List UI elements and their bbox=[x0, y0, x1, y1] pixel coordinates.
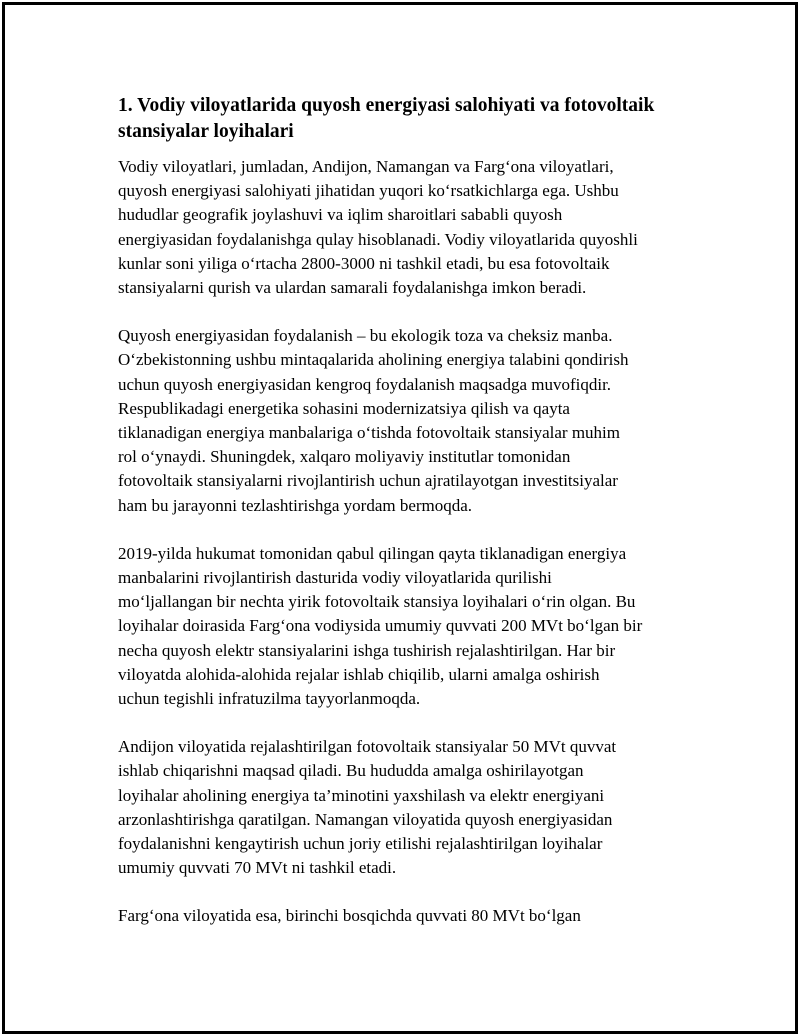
section-heading: 1. Vodiy viloyatlarida quyosh energiyasi salohiyati va fotovoltaik stansiyalar loyihalari bbox=[118, 95, 655, 142]
paragraph-3: 2019-yilda hukumat tomonidan qabul qilingan qayta tiklanadigan energiya manbalarini rivojlantirish dasturida vodiy viloyatlarida qurilishi mo‘ljallangan bir nechta yirik fotovoltaik stansiya loyihalari o‘rin olgan. Bu loyihalar doirasida Farg‘ona vodiysida umumiy quvvati 200 MVt bo‘lgan bir necha quyosh elektr stansiyalarini ishga tushirish rejalashtirilgan. Har bir viloyatda alohida-alohida rejalar ishlab chiqilib, ularni amalga oshirish uchun tegishli infratuzilma tayyorlanmoqda. bbox=[118, 543, 643, 709]
paragraph-1: Vodiy viloyatlari, jumladan, Andijon, Namangan va Farg‘ona viloyatlari, quyosh energiyasi salohiyati jihatidan yuqori ko‘rsatkichlarga ega. Ushbu hududlar geografik joylashuvi va iqlim sharoitlari sababli quyosh energiyasidan foydalanishga qulay hisoblanadi. Vodiy viloyatlarida quyoshli kunlar soni yiliga o‘rtacha 2800-3000 ni tashkil etadi, bu esa fotovoltaik stansiyalarni qurish va ulardan samarali foydalanishga imkon beradi. bbox=[118, 157, 638, 298]
paragraph-4: Andijon viloyatida rejalashtirilgan fotovoltaik stansiyalar 50 MVt quvvat ishlab chiqarishni maqsad qiladi. Bu hududda amalga oshirilayotgan loyihalar aholining energiya ta’minotini yaxshilash va elektr energiyani arzonlashtirishga qaratilgan. Namangan viloyatida quyosh energiyasidan foydalanishni kengaytirish uchun joriy etilishi rejalashtirilgan loyihalar umumiy quvvati 70 MVt ni tashkil etadi. bbox=[118, 737, 617, 878]
paragraph-5: Farg‘ona viloyatida esa, birinchi bosqichda quvvati 80 MVt bo‘lgan bbox=[118, 906, 581, 926]
paragraph-2: Quyosh energiyasidan foydalanish – bu ekologik toza va cheksiz manba. O‘zbekistonning ushbu mintaqalarida aholining energiya talabini qondirish uchun quyosh energiyasidan kengroq foydalanish maqsadga muvofiqdir. Respublikadagi energetika sohasini modernizatsiya qilish va qayta tiklanadigan energiya manbalariga o‘tishda fotovoltaik stansiyalar muhim rol o‘ynaydi. Shuningdek, xalqaro moliyaviy institutlar tomonidan fotovoltaik stansiyalarni rivojlantirish uchun ajratilayotgan investitsiyalar ham bu jarayonni tezlashtirishga yordam bermoqda. bbox=[118, 326, 629, 515]
document-body bbox=[118, 93, 708, 953]
